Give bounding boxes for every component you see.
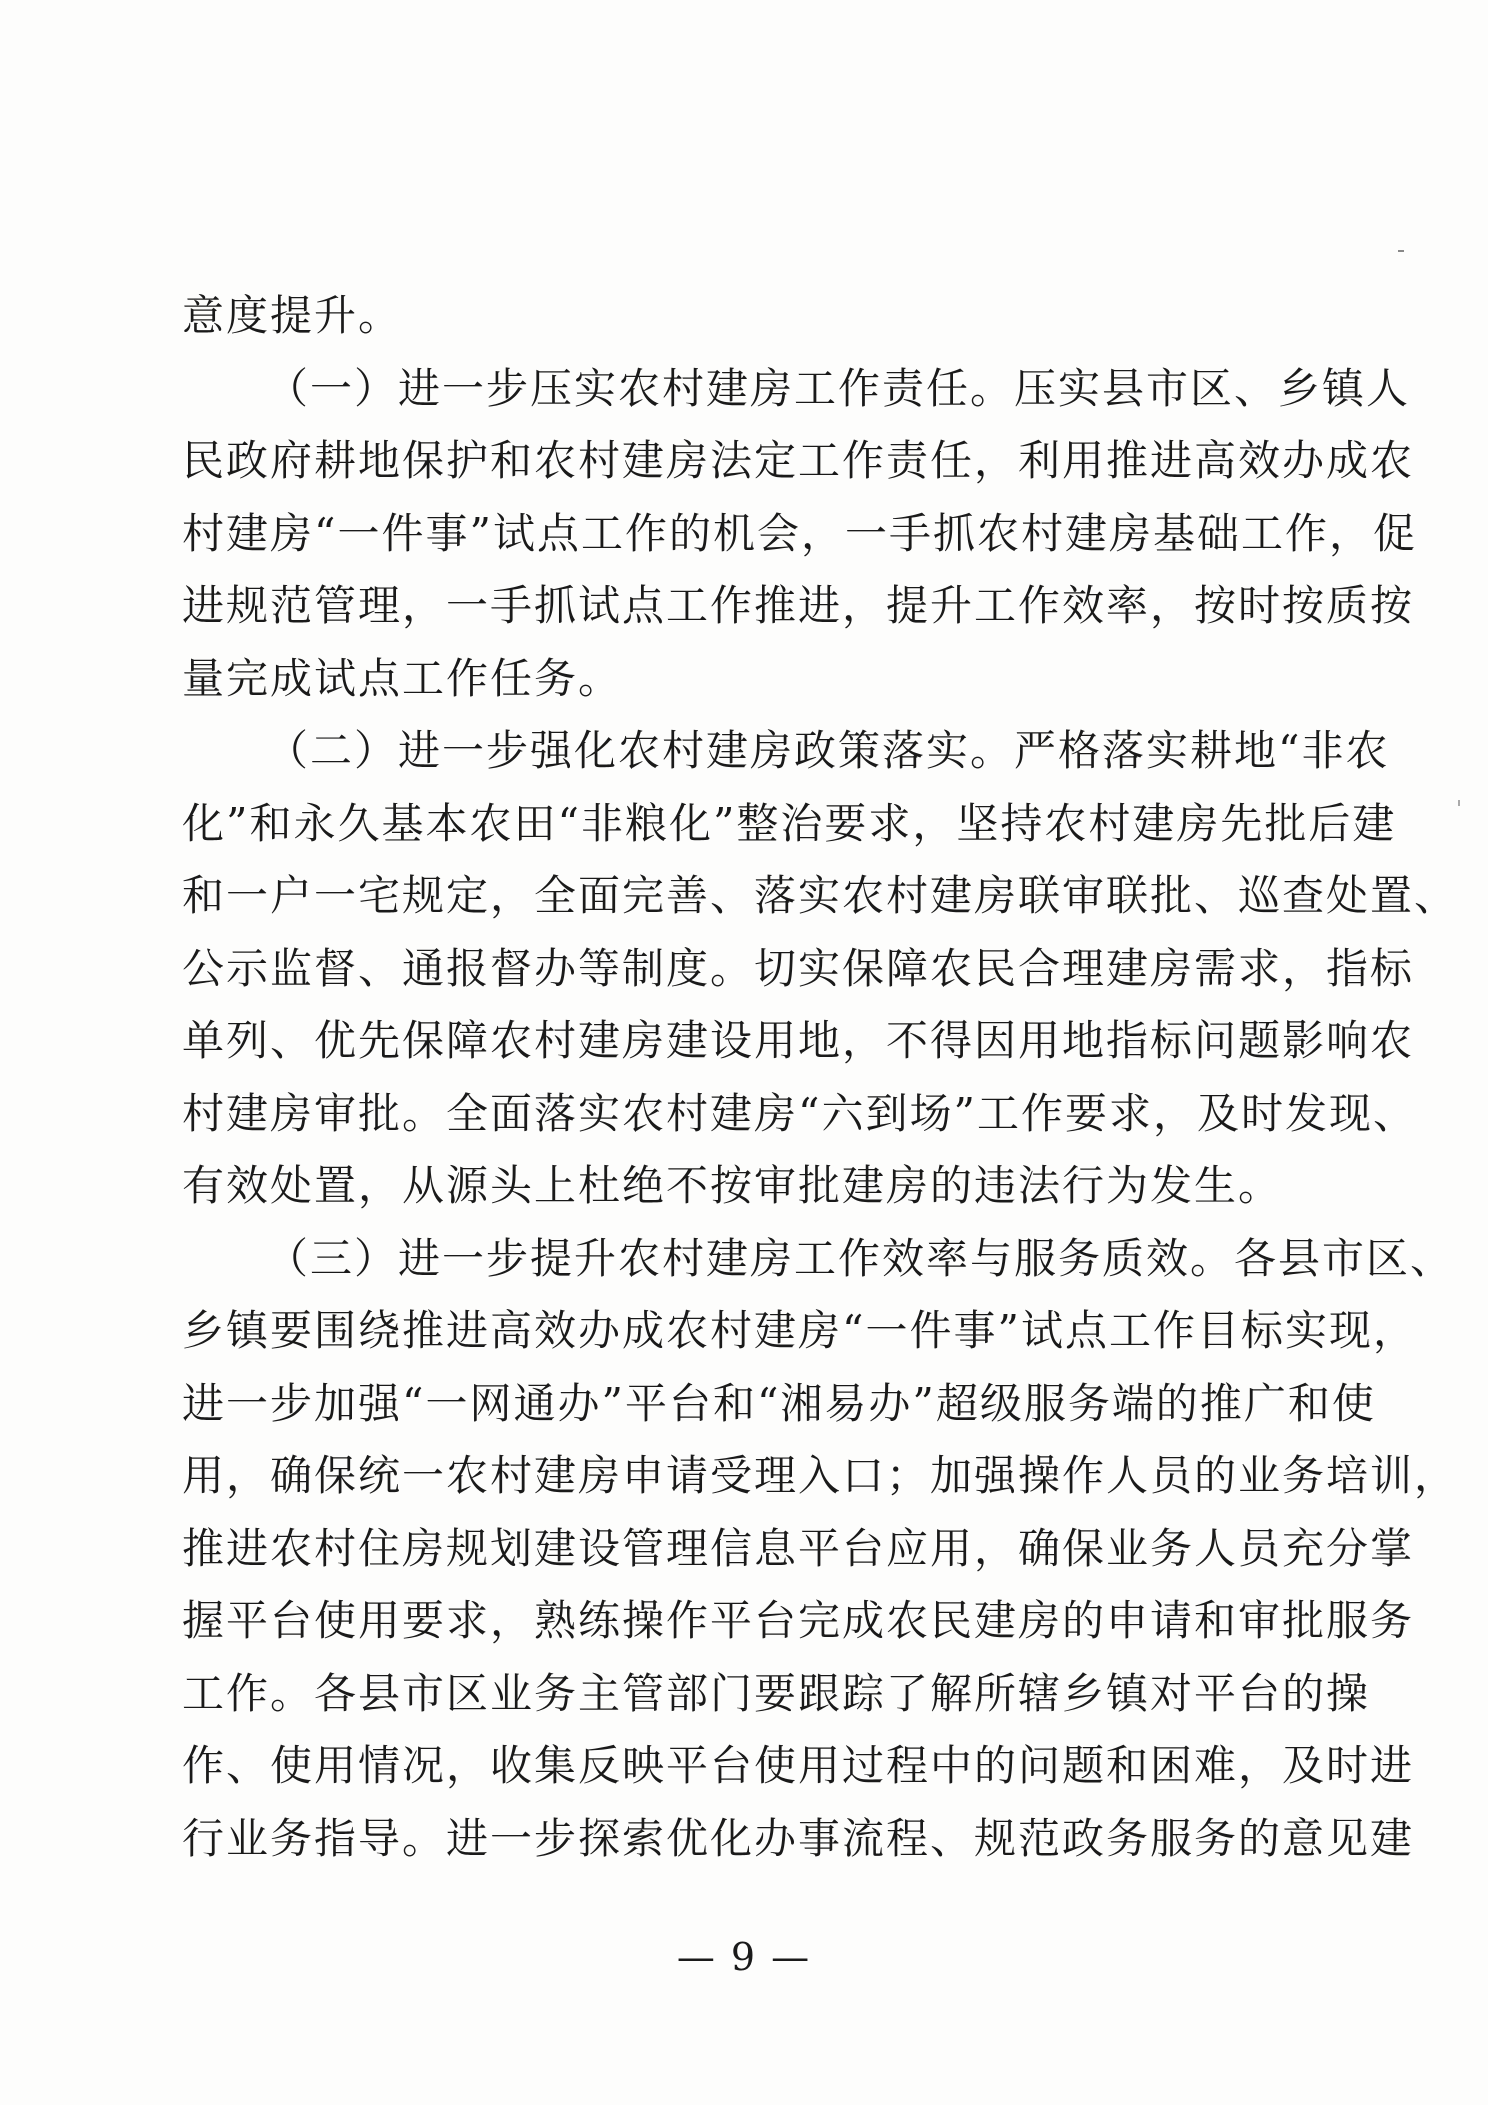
paragraph-1-heading-line: （一）进一步压实农村建房工作责任。压实县市区、乡镇人 (266, 363, 1411, 413)
text-line: 民政府耕地保护和农村建房法定工作责任，利用推进高效办成农 (182, 436, 1415, 485)
paragraph-2-heading-line: （二）进一步强化农村建房政策落实。严格落实耕地“非农 (266, 726, 1390, 775)
text-line: 化”和永久基本农田“非粮化”整治要求，坚持农村建房先批后建 (182, 798, 1397, 848)
page-number: — 9 — (676, 1935, 812, 1979)
text-line: 作、使用情况，收集反映平台使用过程中的问题和困难，及时进 (182, 1741, 1415, 1790)
text-line: 意度提升。 (182, 291, 403, 340)
text-line: 村建房审批。全面落实农村建房“六到场”工作要求，及时发现、 (182, 1088, 1417, 1138)
text-line: 行业务指导。进一步探索优化办事流程、规范政务服务的意见建 (182, 1813, 1415, 1863)
text-line: 和一户一宅规定，全面完善、落实农村建房联审联批、巡查处置、 (182, 871, 1459, 920)
scan-artifact (1398, 250, 1404, 252)
text-line: 进一步加强“一网通办”平台和“湘易办”超级服务端的推广和使 (182, 1378, 1376, 1428)
text-line: 工作。各县市区业务主管部门要跟踪了解所辖乡镇对平台的操 (182, 1668, 1371, 1718)
paragraph-3-heading-line: （三）进一步提升农村建房工作效率与服务质效。各县市区、 (266, 1233, 1455, 1283)
text-line: 进规范管理，一手抓试点工作推进，提升工作效率，按时按质按 (182, 581, 1415, 630)
text-line: 单列、优先保障农村建房建设用地，不得因用地指标问题影响农 (182, 1016, 1415, 1065)
scan-artifact (1458, 800, 1460, 806)
text-line: 有效处置，从源头上杜绝不按审批建房的违法行为发生。 (182, 1161, 1283, 1210)
text-line: 村建房“一件事”试点工作的机会，一手抓农村建房基础工作，促 (182, 508, 1417, 558)
text-line: 握平台使用要求，熟练操作平台完成农民建房的申请和审批服务 (182, 1596, 1415, 1645)
text-line: 量完成试点工作任务。 (182, 653, 623, 703)
text-line: 推进农村住房规划建设管理信息平台应用，确保业务人员充分掌 (182, 1523, 1415, 1573)
text-line: 公示监督、通报督办等制度。切实保障农民合理建房需求，指标 (182, 943, 1415, 993)
text-line: 用，确保统一农村建房申请受理入口；加强操作人员的业务培训， (182, 1451, 1459, 1500)
text-line: 乡镇要围绕推进高效办成农村建房“一件事”试点工作目标实现， (182, 1306, 1417, 1355)
body-text (182, 280, 1459, 1875)
